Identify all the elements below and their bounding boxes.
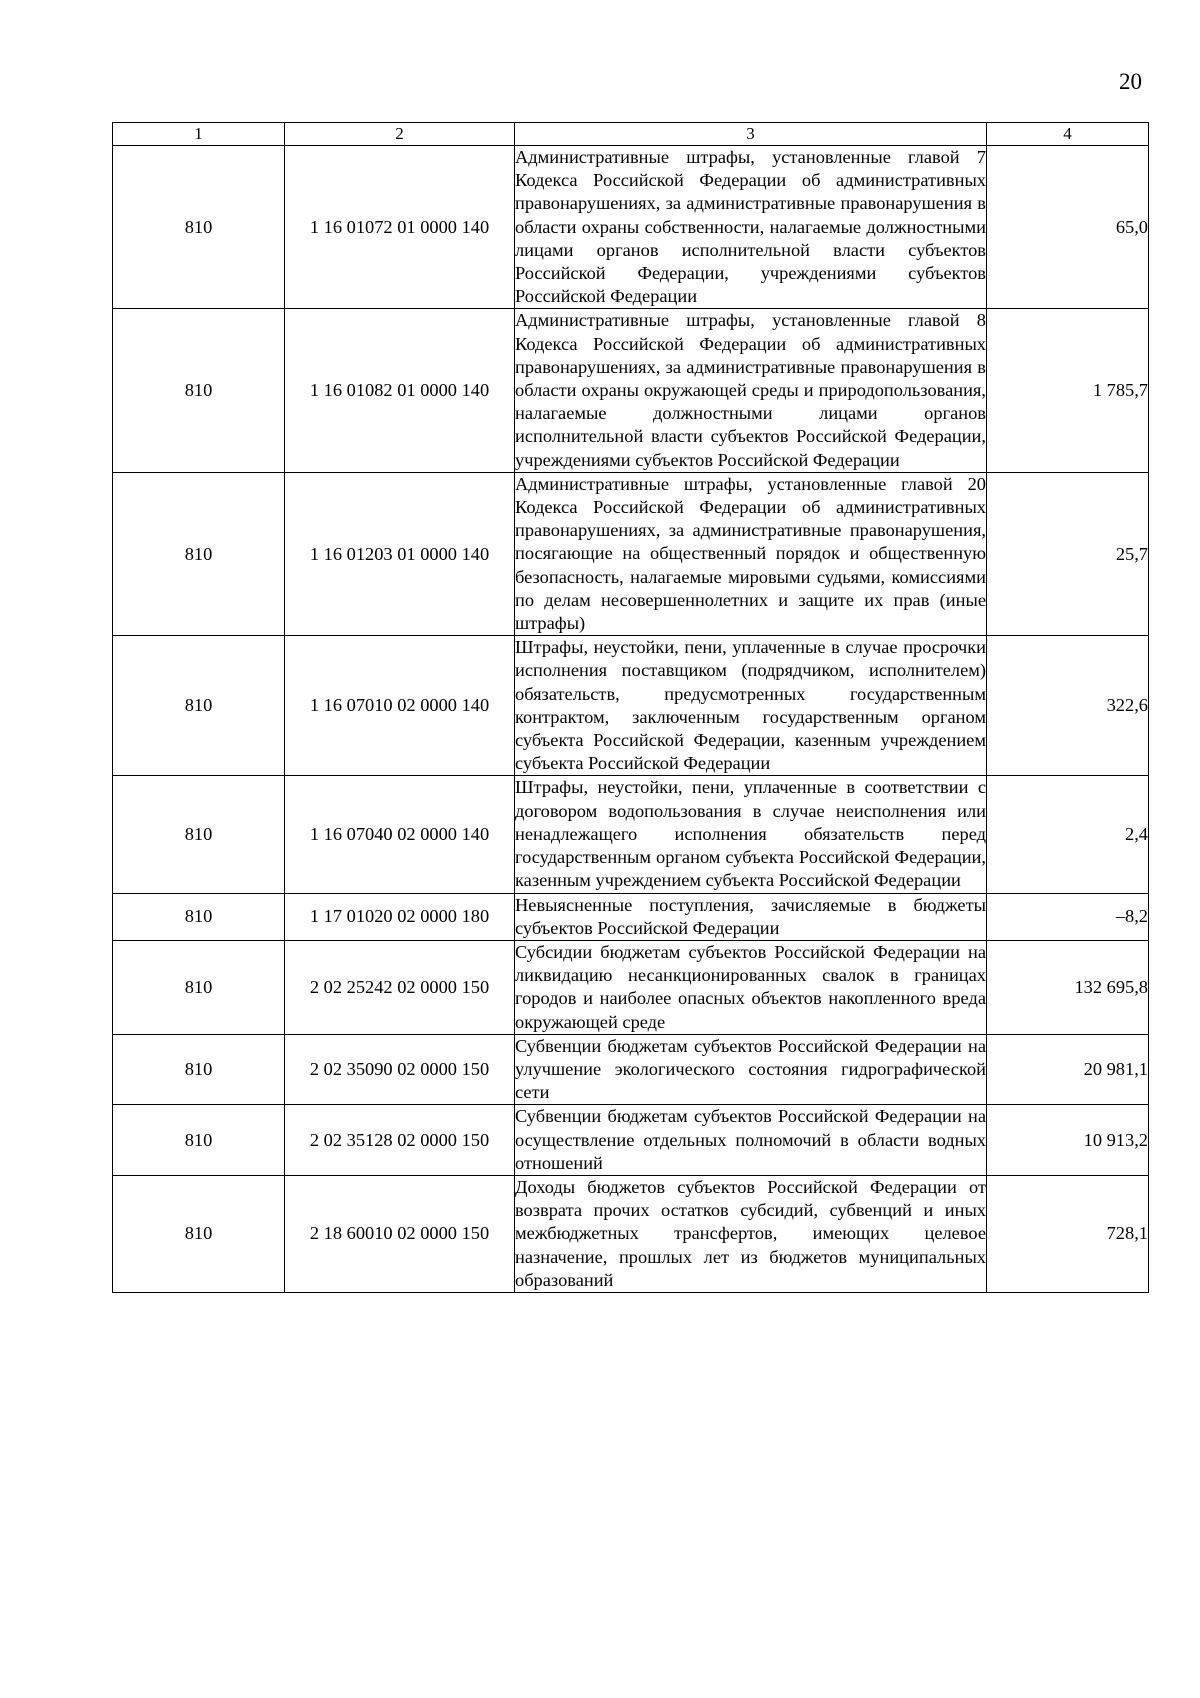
description-cell: Невыясненные поступления, зачисляемые в бюджеты субъектов Российской Федерации <box>515 893 987 940</box>
revenue-code-cell: 2 02 35090 02 0000 150 <box>285 1034 515 1105</box>
column-number-2: 2 <box>285 123 515 146</box>
revenue-code-cell: 2 18 60010 02 0000 150 <box>285 1175 515 1292</box>
description-cell: Административные штрафы, установленные главой 7 Кодекса Российской Федерации об административных правонарушениях, за административные правонарушения в области охраны собственности, налагаемые должностными лицами органов исполнительной власти субъектов Российской Федерации, учреждениями субъектов Российской Федерации <box>515 146 987 309</box>
column-number-4: 4 <box>987 123 1149 146</box>
table-row <box>113 146 1149 309</box>
revenue-code-cell: 1 16 01072 01 0000 140 <box>285 146 515 309</box>
admin-code-cell: 810 <box>113 472 285 635</box>
page-number: 20 <box>1119 69 1142 94</box>
admin-code-cell: 810 <box>113 1105 285 1176</box>
description-cell: Штрафы, неустойки, пени, уплаченные в соответствии с договором водопользования в случае неисполнения или ненадлежащего исполнения обязательств перед государственным органом субъекта Российской Федерации, казенным учреждением субъекта Российской Федерации <box>515 776 987 893</box>
amount-cell: 322,6 <box>987 636 1149 776</box>
table-row <box>113 636 1149 776</box>
amount-cell: 1 785,7 <box>987 309 1149 472</box>
table-row <box>113 472 1149 635</box>
description-cell: Административные штрафы, установленные главой 20 Кодекса Российской Федерации об административных правонарушениях, за административные правонарушения, посягающие на общественный порядок и общественную безопасность, налагаемые мировыми судьями, комиссиями по делам несовершеннолетних и защите их прав (иные штрафы) <box>515 472 987 635</box>
description-cell: Субсидии бюджетам субъектов Российской Федерации на ликвидацию несанкционированных свалок в границах городов и наиболее опасных объектов накопленного вреда окружающей среде <box>515 940 987 1034</box>
amount-cell: 20 981,1 <box>987 1034 1149 1105</box>
table-row <box>113 893 1149 940</box>
description-cell: Субвенции бюджетам субъектов Российской Федерации на улучшение экологического состояния гидрографической сети <box>515 1034 987 1105</box>
admin-code-cell: 810 <box>113 1034 285 1105</box>
table-row <box>113 309 1149 472</box>
column-number-3: 3 <box>515 123 987 146</box>
column-number-1: 1 <box>113 123 285 146</box>
admin-code-cell: 810 <box>113 1175 285 1292</box>
revenue-code-cell: 1 16 01203 01 0000 140 <box>285 472 515 635</box>
revenue-code-cell: 2 02 35128 02 0000 150 <box>285 1105 515 1176</box>
amount-cell: 728,1 <box>987 1175 1149 1292</box>
admin-code-cell: 810 <box>113 146 285 309</box>
description-cell: Административные штрафы, установленные главой 8 Кодекса Российской Федерации об административных правонарушениях, за административные правонарушения в области охраны окружающей среды и природопользования, налагаемые должностными лицами органов исполнительной власти субъектов Российской Федерации, учреждениями субъектов Российской Федерации <box>515 309 987 472</box>
amount-cell: 25,7 <box>987 472 1149 635</box>
admin-code-cell: 810 <box>113 940 285 1034</box>
description-cell: Штрафы, неустойки, пени, уплаченные в случае просрочки исполнения поставщиком (подрядчиком, исполнителем) обязательств, предусмотренных государственным контрактом, заключенным государственным органом субъекта Российской Федерации, казенным учреждением субъекта Российской Федерации <box>515 636 987 776</box>
table-row <box>113 776 1149 893</box>
amount-cell: 132 695,8 <box>987 940 1149 1034</box>
admin-code-cell: 810 <box>113 636 285 776</box>
revenue-code-cell: 1 16 07010 02 0000 140 <box>285 636 515 776</box>
revenue-code-cell: 1 16 07040 02 0000 140 <box>285 776 515 893</box>
table-header-row <box>113 123 1149 146</box>
table-row <box>113 1034 1149 1105</box>
revenue-code-cell: 1 16 01082 01 0000 140 <box>285 309 515 472</box>
revenue-table <box>112 122 1149 1293</box>
admin-code-cell: 810 <box>113 776 285 893</box>
description-cell: Субвенции бюджетам субъектов Российской Федерации на осуществление отдельных полномочий в области водных отношений <box>515 1105 987 1176</box>
admin-code-cell: 810 <box>113 893 285 940</box>
table-row <box>113 1175 1149 1292</box>
revenue-code-cell: 1 17 01020 02 0000 180 <box>285 893 515 940</box>
table-row <box>113 940 1149 1034</box>
table-row <box>113 1105 1149 1176</box>
amount-cell: 2,4 <box>987 776 1149 893</box>
amount-cell: 10 913,2 <box>987 1105 1149 1176</box>
description-cell: Доходы бюджетов субъектов Российской Федерации от возврата прочих остатков субсидий, субвенций и иных межбюджетных трансфертов, имеющих целевое назначение, прошлых лет из бюджетов муниципальных образований <box>515 1175 987 1292</box>
amount-cell: –8,2 <box>987 893 1149 940</box>
amount-cell: 65,0 <box>987 146 1149 309</box>
admin-code-cell: 810 <box>113 309 285 472</box>
revenue-code-cell: 2 02 25242 02 0000 150 <box>285 940 515 1034</box>
